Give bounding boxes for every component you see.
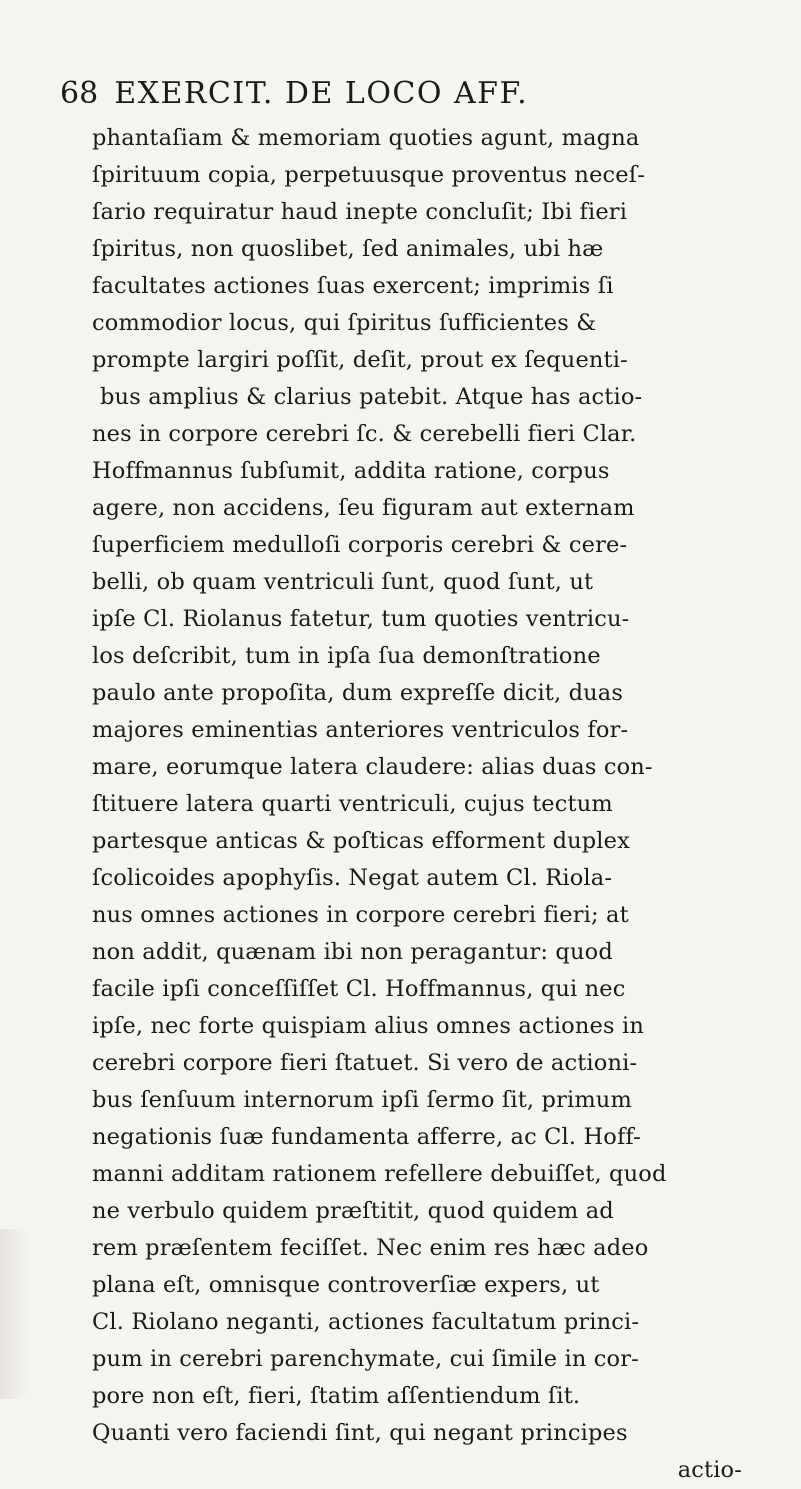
text-line: phantaſiam & memoriam quoties agunt, magna — [92, 125, 640, 151]
text-block — [92, 120, 742, 1489]
text-line: ſario requiratur haud inepte concluſit; Ibi fieri — [92, 199, 628, 225]
text-line: majores eminentias anteriores ventriculos for- — [92, 717, 629, 743]
text-line: cerebri corpore fieri ſtatuet. Si vero de actioni- — [92, 1050, 638, 1076]
text-line: belli, ob quam ventriculi ſunt, quod ſunt, ut — [92, 569, 594, 595]
page-number: 68 — [60, 76, 99, 111]
text-line: partesque anticas & poſticas efforment duplex — [92, 828, 630, 854]
text-line: ipſe Cl. Riolanus fatetur, tum quoties ventricu- — [92, 606, 630, 632]
text-line: Hoffmannus ſubſumit, addita ratione, corpus — [92, 458, 610, 484]
text-line: nes in corpore cerebri ſc. & cerebelli fieri Clar. — [92, 421, 637, 447]
text-line: paulo ante propoſita, dum expreſſe dicit, duas — [92, 680, 624, 706]
text-line: nus omnes actiones in corpore cerebri fieri; at — [92, 902, 629, 928]
text-line: ſpiritus, non quoslibet, ſed animales, ubi hæ — [92, 236, 604, 262]
text-line: ſcolicoides apophyſis. Negat autem Cl. Riola- — [92, 865, 613, 891]
text-line: facile ipſi conceſſiſſet Cl. Hoffmannus, qui nec — [92, 976, 626, 1002]
text-line: mare, eorumque latera claudere: alias duas con- — [92, 754, 653, 780]
text-line: ſpirituum copia, perpetuusque proventus neceſ- — [92, 162, 645, 188]
text-line: ſtituere latera quarti ventriculi, cujus tectum — [92, 791, 613, 817]
text-line: prompte largiri poſſit, deſit, prout ex ſequenti- — [92, 347, 628, 373]
running-header — [60, 72, 760, 116]
text-line: facultates actiones ſuas exercent; imprimis ſi — [92, 273, 614, 299]
text-line: Quanti vero faciendi ſint, qui negant principes — [92, 1420, 628, 1446]
text-line: agere, non accidens, ſeu figuram aut externam — [92, 495, 635, 521]
page-edge-shadow — [0, 1229, 28, 1399]
text-line: los deſcribit, tum in ipſa ſua demonſtratione — [92, 643, 601, 669]
text-line: manni additam rationem refellere debuiſſet, quod — [92, 1161, 667, 1187]
text-line: pum in cerebri parenchymate, cui ſimile in cor- — [92, 1346, 639, 1372]
text-line: ne verbulo quidem præſtitit, quod quidem ad — [92, 1198, 614, 1224]
catchword: actio- — [677, 1457, 742, 1483]
text-line: negationis ſuæ fundamenta afferre, ac Cl. Hoff- — [92, 1124, 641, 1150]
text-line: non addit, quænam ibi non peragantur: quod — [92, 939, 613, 965]
text-line: bus ſenſuum internorum ipſi ſermo ſit, primum — [92, 1087, 632, 1113]
running-title: EXERCIT. DE LOCO AFF. — [114, 76, 529, 111]
text-line: pore non eſt, fieri, ſtatim aſſentiendum ſit. — [92, 1383, 581, 1409]
text-line: Cl. Riolano neganti, actiones facultatum princi- — [92, 1309, 640, 1335]
text-line: ſuperficiem medulloſi corporis cerebri & cere- — [92, 532, 628, 558]
text-line: bus amplius & clarius patebit. Atque has actio- — [100, 384, 643, 410]
text-line: commodior locus, qui ſpiritus ſufficientes & — [92, 310, 597, 336]
text-line: plana eſt, omnisque controverſiæ expers, ut — [92, 1272, 600, 1298]
text-line: ipſe, nec forte quispiam alius omnes actiones in — [92, 1013, 644, 1039]
text-line: rem præſentem feciſſet. Nec enim res hæc adeo — [92, 1235, 649, 1261]
